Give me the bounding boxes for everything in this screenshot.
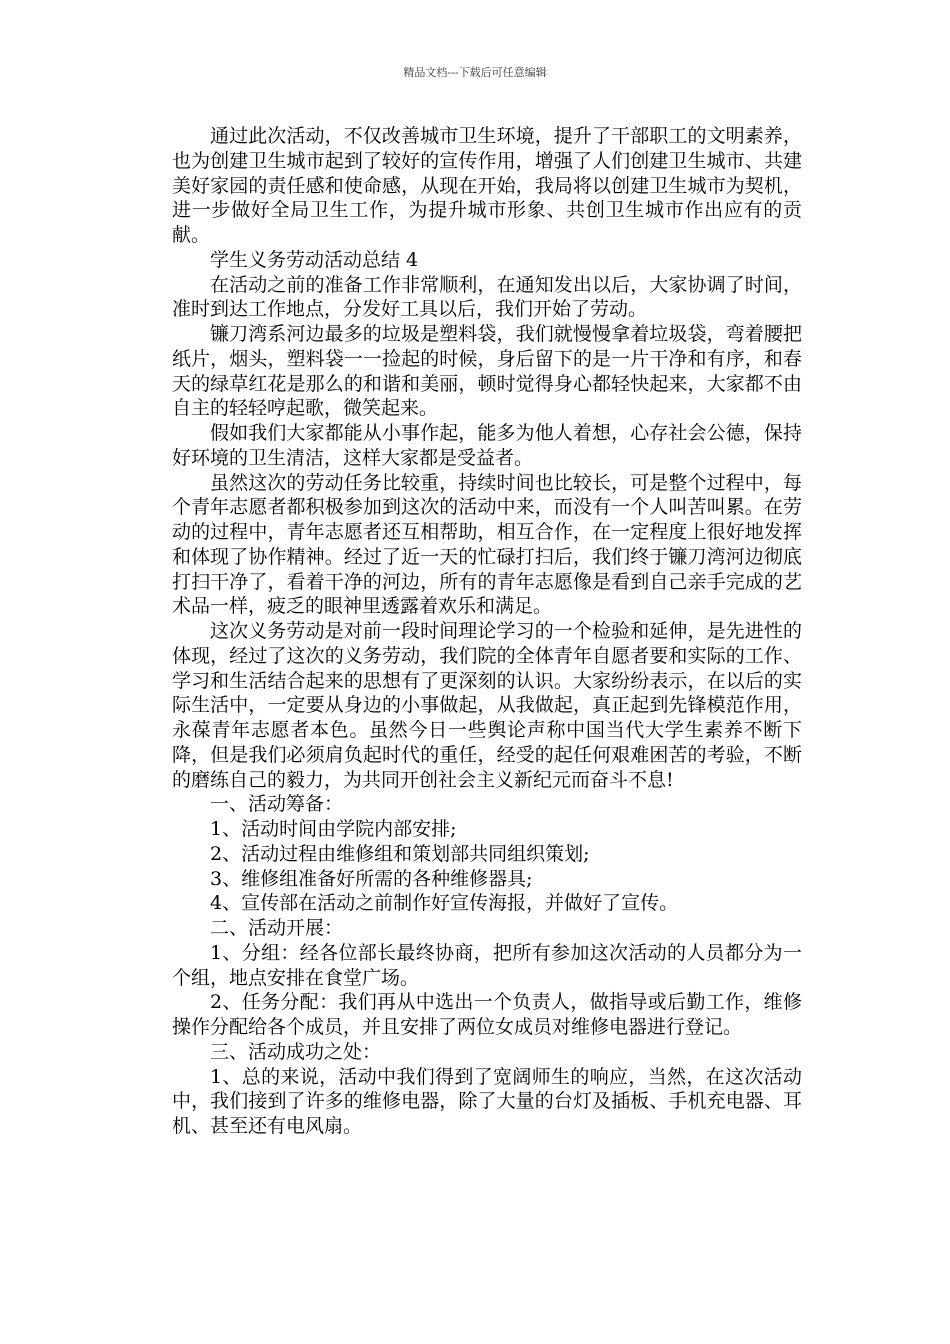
heading-success: 三、活动成功之处：: [210, 1040, 382, 1063]
heading-execution: 二、活动开展：: [210, 917, 344, 939]
list-item: 2、活动过程由维修组和策划部共同组织策划;: [210, 842, 590, 865]
paragraph: 在活动之前的准备工作非常顺利，在通知发出以后，大家协调了时间，准时到达工作地点，分发好工具以后，我们开始了劳动。: [172, 273, 802, 321]
paragraph: 这次义务劳动是对前一段时间理论学习的一个检验和延伸，是先进性的体现，经过了这次的义务劳动，我们院的全体青年自愿者要和实际的工作、学习和生活结合起来的思想有了更深刻的认识。大家纷纷表示，在以后的实际生活中，一定要从身边的小事做起，从我做起，真正起到先锋模范作用，永葆青年志愿者本色。虽然今日一些舆论声称中国当代大学生素养不断下降，但是我们必须肩负起时代的重任，经受的起任何艰难困苦的考验，不断的磨练自己的毅力，为共同开创社会主义新纪元而奋斗不息!: [172, 620, 802, 791]
section-title: 学生义务劳动活动总结 4: [210, 248, 419, 271]
heading-preparation: 一、活动筹备：: [210, 793, 344, 816]
paragraph: 虽然这次的劳动任务比较重，持续时间也比较长，可是整个过程中，每个青年志愿者都积极参加到这次的活动中来，而没有一个人叫苦叫累。在劳动的过程中，青年志愿者还互相帮助，相互合作，在一定程度上很好地发挥和体现了协作精神。经过了近一天的忙碌打扫后，我们终于镰刀湾河边彻底打扫干净了，看着干净的河边，所有的青年志愿像是看到自己亲手完成的艺术品一样，疲乏的眼神里透露着欢乐和满足。: [172, 471, 802, 618]
paragraph: 镰刀湾系河边最多的垃圾是塑料袋，我们就慢慢拿着垃圾袋，弯着腰把纸片，烟头，塑料袋一一捡起的时候，身后留下的是一片干净和有序，和春天的绿草红花是那么的和谐和美丽，顿时觉得身心都轻快起来，大家都不由自主的轻轻哼起歌，微笑起来。: [172, 323, 802, 420]
list-item: 2、任务分配：我们再从中选出一个负责人，做指导或后勤工作，维修操作分配给各个成员，并且安排了两位女成员对维修电器进行登记。: [172, 991, 802, 1038]
list-item: 1、活动时间由学院内部安排;: [210, 818, 457, 840]
list-item: 1、分组：经各位部长最终协商，把所有参加这次活动的人员都分为一个组，地点安排在食堂广场。: [172, 941, 802, 989]
paragraph: 假如我们大家都能从小事作起，能多为他人着想，心存社会公德，保持好环境的卫生清洁，这样大家都是受益者。: [172, 422, 802, 469]
document-body: [172, 124, 802, 1139]
list-item: 1、总的来说，活动中我们得到了宽阔师生的响应，当然，在这次活动中，我们接到了许多的维修电器，除了大量的台灯及插板、手机充电器、耳机、甚至还有电风扇。: [172, 1065, 802, 1137]
paragraph-conclusion: 通过此次活动，不仅改善城市卫生环境，提升了干部职工的文明素养，也为创建卫生城市起到了较好的宣传作用，增强了人们创建卫生城市、共建美好家园的责任感和使命感，从现在开始，我局将以创建卫生城市为契机，进一步做好全局卫生工作，为提升城市形象、共创卫生城市作出应有的贡献。: [172, 125, 802, 246]
list-item: 3、维修组准备好所需的各种维修器具;: [210, 867, 533, 890]
page-header: 精品文档---下载后可任意编辑: [403, 66, 547, 79]
list-item: 4、宣传部在活动之前制作好宣传海报，并做好了宣传。: [210, 892, 679, 915]
